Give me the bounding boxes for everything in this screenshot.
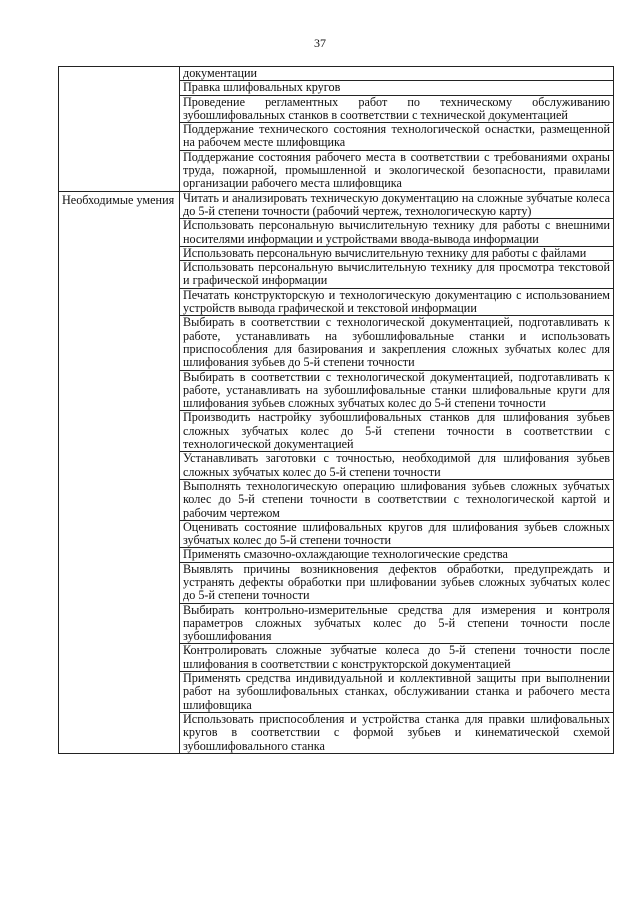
table-cell: Выявлять причины возникновения дефектов обработки, предупреждать и устранять дефекты обработки при шлифовании зубьев сложных зубчатых колес до 5-й степени точности [180, 562, 614, 603]
table-cell: Выполнять технологическую операцию шлифования зубьев сложных зубчатых колес до 5-й степени точности в соответствии с технологической картой и рабочим чертежом [180, 479, 614, 520]
table-row [59, 191, 614, 219]
table-cell: Устанавливать заготовки с точностью, необходимой для шлифования зубьев сложных зубчатых колес до 5-й степени точности [180, 452, 614, 480]
table-cell: Выбирать в соответствии с технологической документацией, подготавливать к работе, устанавливать на зубошлифовальные станки шлифовальные круги для шлифования зубьев сложных зубчатых колес до 5-й степени точности [180, 370, 614, 411]
table-cell: Поддержание технического состояния технологической оснастки, размещенной на рабочем месте шлифовщика [180, 123, 614, 151]
table-cell: Выбирать в соответствии с технологической документацией, подготавливать к работе, устанавливать на зубошлифовальные станки и использовать приспособления для базирования и закрепления сложных зубчатых колес для шлифования зубьев до 5-й степени точности [180, 316, 614, 370]
table-cell: Правка шлифовальных кругов [180, 81, 614, 95]
skills-table [58, 66, 614, 754]
table-cell: Производить настройку зубошлифовальных станков для шлифования зубьев сложных зубчатых колес до 5-й степени точности в соответствии с технологической документацией [180, 411, 614, 452]
table-cell: Использовать приспособления и устройства станка для правки шлифовальных кругов в соответствии с формой зубьев и кинематической схемой зубошлифовального станка [180, 712, 614, 753]
table-cell: Контролировать сложные зубчатые колеса до 5-й степени точности после шлифования в соответствии с конструкторской документацией [180, 644, 614, 672]
table-cell: Применять средства индивидуальной и коллективной защиты при выполнении работ на зубошлифовальных станках, обслуживании станка и рабочего места шлифовщика [180, 672, 614, 713]
table-cell: Поддержание состояния рабочего места в соответствии с требованиями охраны труда, пожарной, промышленной и экологической безопасности, правилами организации рабочего места шлифовщика [180, 150, 614, 191]
table-cell: Оценивать состояние шлифовальных кругов для шлифования зубьев сложных зубчатых колес до 5-й степени точности [180, 520, 614, 548]
table-cell: документации [180, 67, 614, 81]
section-label: Необходимые умения [62, 192, 175, 207]
table-cell: Использовать персональную вычислительную технику для работы с файлами [180, 246, 614, 260]
section-label-cell [59, 191, 180, 753]
table-cell: Читать и анализировать техническую документацию на сложные зубчатые колеса до 5-й степени точности (рабочий чертеж, технологическую карту) [180, 191, 614, 219]
page-number: 37 [314, 36, 326, 50]
table-cell: Печатать конструкторскую и технологическую документацию с использованием устройств вывода графической и текстовой информации [180, 288, 614, 316]
left-cell-empty [59, 67, 180, 192]
table-cell: Проведение регламентных работ по техническому обслуживанию зубошлифовальных станков в соответствии с технической документацией [180, 95, 614, 123]
table-cell: Использовать персональную вычислительную технику для работы с внешними носителями информации и устройствами ввода-вывода информации [180, 219, 614, 247]
table-cell: Выбирать контрольно-измерительные средства для измерения и контроля параметров сложных зубчатых колес до 5-й степени точности после зубошлифования [180, 603, 614, 644]
table-row [59, 67, 614, 81]
table-cell: Применять смазочно-охлаждающие технологические средства [180, 548, 614, 562]
table-cell: Использовать персональную вычислительную технику для просмотра текстовой и графической информации [180, 261, 614, 289]
